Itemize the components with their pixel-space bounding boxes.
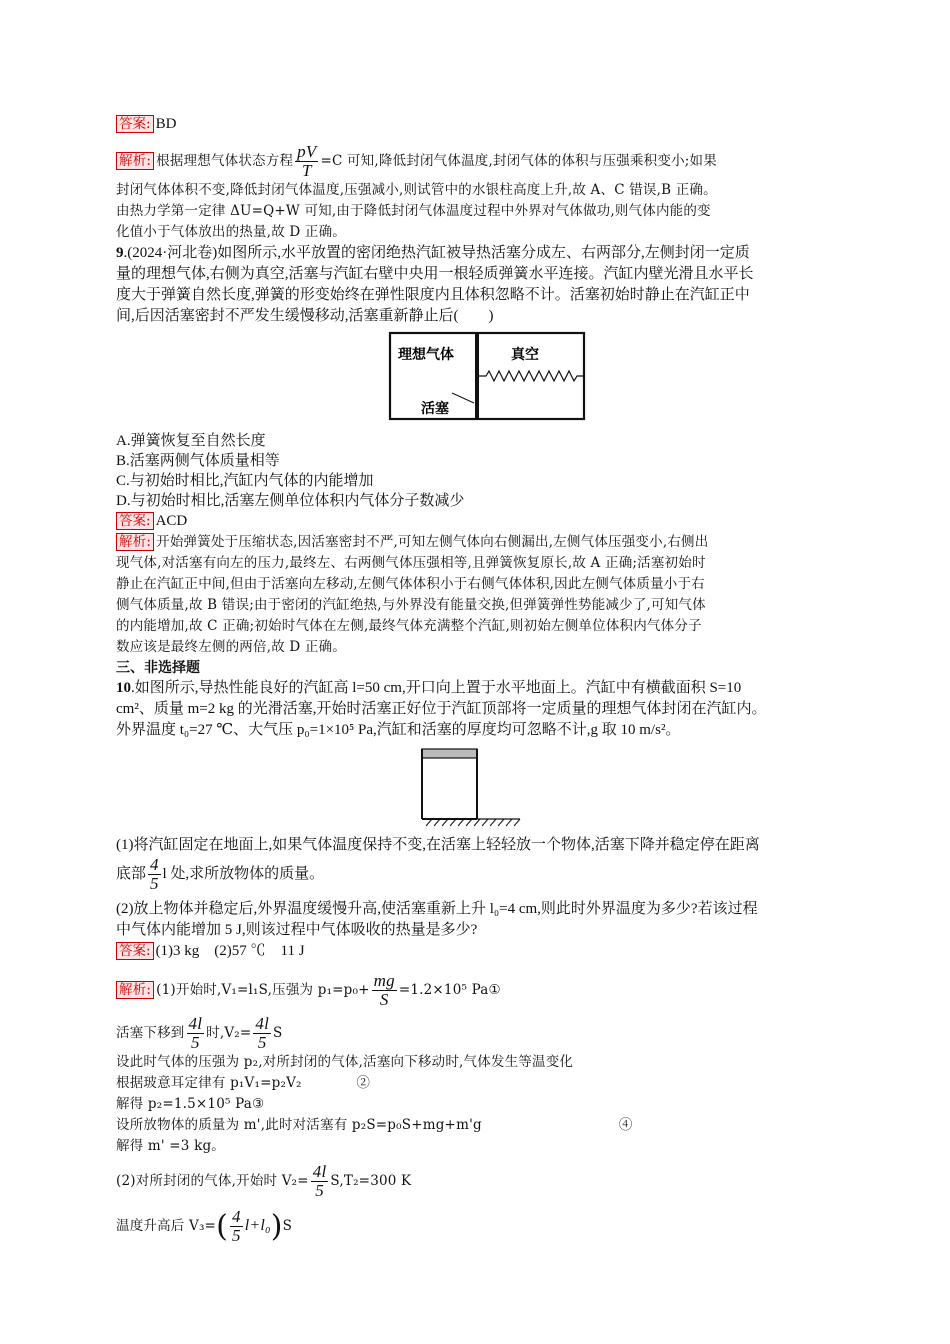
option-d: D.与初始时相比,活塞左侧单位体积内气体分子数减少 bbox=[116, 493, 465, 509]
q9-number: 9 bbox=[116, 245, 124, 261]
q10-answer: (1)3 kg (2)57 ℃ 11 J bbox=[155, 943, 305, 959]
piston-pointer bbox=[452, 393, 474, 403]
section-heading: 三、非选择题 bbox=[116, 660, 200, 676]
fraction-4l-5: $\frac{4l}{5}$ bbox=[188, 1014, 203, 1052]
document-page bbox=[116, 114, 838, 1245]
q9-stem: 9.(2024·河北卷)如图所示,水平放置的密闭绝热汽缸被导热活塞分成左、右两部分,左侧封闭一定质 量的理想气体,右侧为真空,活塞与汽缸右壁中央用一根轻质弹簧水平连接。汽缸内壁光滑且水平长 度大于弹簧自然长度,弹簧的形变始终在弹性限度内且体积忽略不计。活塞初始时静止在汽缸正中 间,后因活塞密封不严发生缓慢移动,活塞重新静止后( ) bbox=[116, 245, 754, 324]
right-paren: ) bbox=[270, 1209, 283, 1244]
piston-label: 活塞 bbox=[421, 401, 449, 417]
answer-tag: 答案: bbox=[116, 512, 154, 530]
piston-top bbox=[422, 749, 477, 758]
q10-number: 10 bbox=[116, 680, 131, 696]
q9-answer-line bbox=[116, 511, 838, 532]
option-b: B.活塞两侧气体质量相等 bbox=[116, 453, 280, 469]
cylinder-outline bbox=[390, 333, 584, 419]
fraction-pv-over-t: $\frac{pV}{T}$ bbox=[297, 142, 317, 180]
q9-options bbox=[116, 431, 838, 511]
cylinder-spring-figure bbox=[116, 331, 838, 423]
q8-answer-line bbox=[116, 114, 838, 135]
q9-answer: ACD bbox=[155, 513, 188, 529]
left-gas-label: 理想气体 bbox=[398, 347, 454, 363]
explain-tag: 解析: bbox=[116, 152, 154, 170]
answer-tag: 答案: bbox=[116, 115, 154, 133]
ground-hatch bbox=[426, 819, 520, 826]
q10-answer-line bbox=[116, 941, 838, 962]
q8-answer: BD bbox=[155, 116, 177, 132]
q10-sub2: (2)放上物体并稳定后,外界温度缓慢升高,使活塞重新上升 l₀=4 cm,则此时外界温度为多少?若该过程 中气体内能增加 5 J,则该过程中气体吸收的热量是多少? bbox=[116, 901, 758, 938]
vacuum-label: 真空 bbox=[511, 347, 539, 363]
q10-explanation: 解析: (1)开始时,V₁=l₁S,压强为 p₁=p₀+ $\frac{mg}{S}$ =1.2×10⁵ Pa① 活塞下移到 $\frac{4l}{5}$ 时,V₂= $\frac{4l}{5}$ S 设此时气体的压强为 p₂,对所封闭的气体,活塞向下移动时,气体发生等温变化 根据玻意耳定律有 p₁V₁=p₂V₂ ② 解得 p₂=1.5×10⁵ Pa③ 设所放物体的质量为 m',此时对活塞有 p₂S=p₀S+mg+m'g ④ 解得 m' =3 kg。 (2)对所封闭的气体,开始时 V₂= $\frac{4l}{5}$ S,T₂=300 K 温度升高后 V₃=( $\frac{4}{5}$ l+l₀)S bbox=[116, 971, 633, 1245]
q8-explanation bbox=[116, 143, 838, 243]
explain-tag: 解析: bbox=[116, 981, 154, 999]
q8-exp-line: 化值小于气体放出的热量,故 D 正确。 bbox=[116, 224, 346, 240]
explain-tag: 解析: bbox=[116, 533, 154, 551]
fraction-4l-5: $\frac{4l}{5}$ bbox=[312, 1162, 327, 1200]
fraction-4l-5: $\frac{4l}{5}$ bbox=[255, 1014, 270, 1052]
vertical-cylinder-figure bbox=[116, 747, 838, 831]
fraction-mg-over-s: $\frac{mg}{S}$ bbox=[373, 971, 395, 1009]
fraction-4-5: $\frac{4}{5}$ bbox=[150, 855, 159, 893]
q8-exp-line: 由热力学第一定律 ΔU=Q+W 可知,由于降低封闭气体温度过程中外界对气体做功,则气体内能的变 bbox=[116, 203, 711, 219]
q10-sub1: (1)将汽缸固定在地面上,如果气体温度保持不变,在活塞上轻轻放一个物体,活塞下降并稳定停在距离 底部 $\frac{4}{5}$ l 处,求所放物体的质量。 bbox=[116, 837, 760, 893]
option-a: A.弹簧恢复至自然长度 bbox=[116, 433, 266, 449]
spring bbox=[479, 371, 584, 381]
q10-stem: 10.如图所示,导热性能良好的汽缸高 l=50 cm,开口向上置于水平地面上。汽缸中有横截面积 S=10 cm²、质量 m=2 kg 的光滑活塞,开始时活塞正好位于汽缸顶部将一定质量的理想气体封闭在汽缸内。 外界温度 t₀=27 ℃、大气压 p₀=1×10⁵ Pa,汽缸和活塞的厚度均可忽略不计,g 取 10 m/s²。 bbox=[116, 680, 767, 738]
answer-tag: 答案: bbox=[116, 942, 154, 960]
q9-explanation: 解析: 开始弹簧处于压缩状态,因活塞密封不严,可知左侧气体向右侧漏出,左侧气体压强变小,右侧出 现气体,对活塞有向左的压力,最终左、右两侧气体压强相等,且弹簧恢复原长,故 A 正确;活塞初始时 静止在汽缸正中间,但由于活塞向左移动,左侧气体体积小于右侧气体体积,因此左侧气体质量小于右 侧气体质量,故 B 错误;由于密闭的汽缸绝热,与外界没有能量交换,但弹簧弹性势能减少了,可知气体 的内能增加,故 C 正确;初始时气体在左侧,最终气体充满整个汽缸,则初始左侧单位体积内气体分子 数应该是最终左侧的两倍,故 D 正确。 bbox=[116, 534, 709, 655]
q8-exp-line: 封闭气体体积不变,降低封闭气体温度,压强减小,则试管中的水银柱高度上升,故 A、C 错误,B 正确。 bbox=[116, 182, 717, 198]
q8-exp-text: 根据理想气体状态方程 bbox=[156, 153, 294, 169]
option-c: C.与初始时相比,汽缸内气体的内能增加 bbox=[116, 473, 374, 489]
left-paren: ( bbox=[216, 1209, 228, 1244]
q8-exp-text: =C 可知,降低封闭气体温度,封闭气体的体积与压强乘积变小;如果 bbox=[320, 153, 717, 169]
fraction-4-5: $\frac{4}{5}$ bbox=[231, 1207, 241, 1245]
piston bbox=[475, 333, 479, 419]
